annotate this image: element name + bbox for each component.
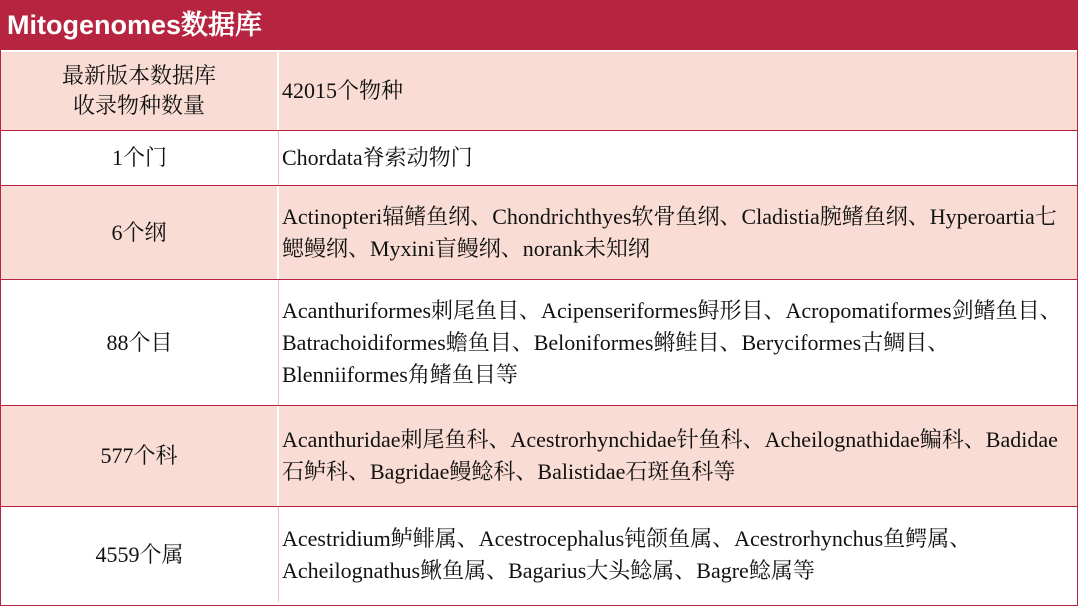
row-value: Actinopteri辐鳍鱼纲、Chondrichthyes软骨鱼纲、Cladistia腕鳍鱼纲、Hyperoartia七鳃鳗纲、Myxini盲鳗纲、norank未知纲 (282, 203, 1057, 261)
row-value: Acanthuriformes刺尾鱼目、Acipenseriformes鲟形目、Acropomatiformes剑鳍鱼目、Batrachoidiformes蟾鱼目、Beloniformes鳉鲑目、Beryciformes古鲷目、Blenniiformes角鳍鱼目等 (282, 297, 1062, 387)
table-row (1, 506, 1077, 602)
row-label: 88个目 (1, 280, 279, 405)
row-value: Chordata脊索动物门 (282, 145, 473, 170)
row-label: 4559个属 (1, 507, 279, 602)
row-label: 577个科 (1, 406, 279, 506)
row-label: 6个纲 (1, 186, 279, 279)
row-label: 最新版本数据库 收录物种数量 (1, 52, 279, 130)
table-row (1, 130, 1077, 185)
row-label: 1个门 (1, 131, 279, 185)
table-row (1, 185, 1077, 279)
table-title: Mitogenomes数据库 (1, 0, 1077, 50)
table-row (1, 279, 1077, 405)
row-value: Acestridium鲈鲱属、Acestrocephalus钝颌鱼属、Acestrorhynchus鱼鳄属、Acheilognathus鳅鱼属、Bagarius大头鲶属、Bagre鲶属等 (282, 525, 972, 583)
row-value: 42015个物种 (282, 78, 404, 103)
table-row (1, 405, 1077, 506)
row-value: Acanthuridae刺尾鱼科、Acestrorhynchidae针鱼科、Acheilognathidae鳊科、Badidae石鲈科、Bagridae鳗鲶科、Balistidae石斑鱼科等 (282, 427, 1058, 484)
table-row (1, 50, 1077, 130)
